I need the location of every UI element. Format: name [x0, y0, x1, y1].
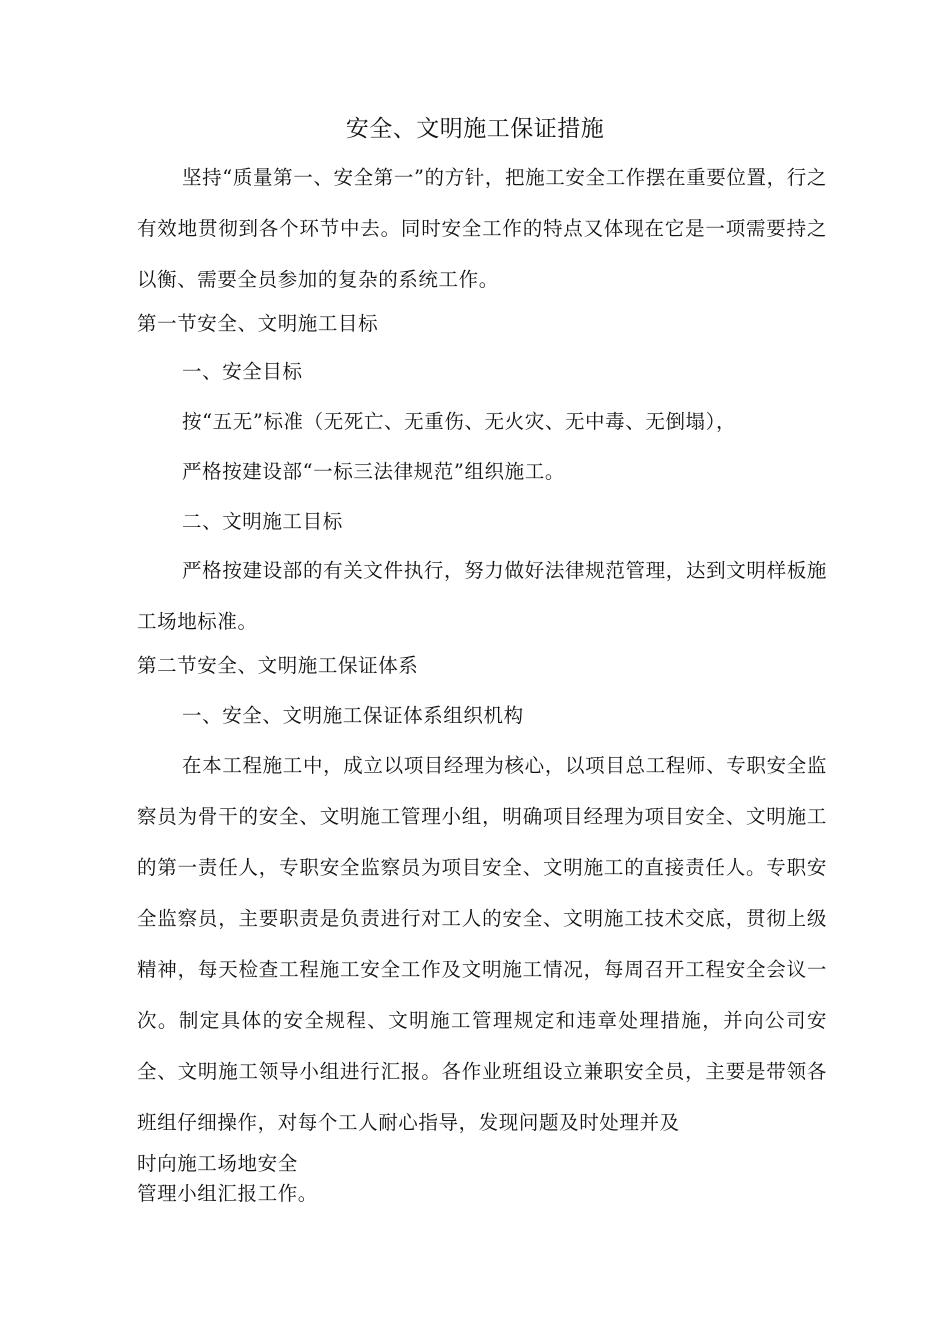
paragraph-continuation-line: 时向施工场地安全: [137, 1152, 298, 1175]
civilized-goal-paragraph: 严格按建设部的有关文件执行，努力做好法律规范管理，达到文明样板施工场地标准。: [137, 559, 827, 633]
document-title: 安全、文明施工保证措施: [345, 116, 605, 142]
intro-paragraph: 坚持“质量第一、安全第一”的方针，把施工安全工作摆在重要位置，行之有效地贯彻到各个环节中去。同时安全工作的特点又体现在它是一项需要持之以衡、需要全员参加的复杂的系统工作。: [137, 166, 827, 291]
safety-goal-construction-line: 严格按建设部“一标三法律规范”组织施工。: [182, 460, 565, 483]
safety-goal-subheading: 一、安全目标: [182, 360, 303, 383]
section-2-heading: 第二节安全、文明施工保证体系: [137, 654, 419, 677]
section-1-heading: 第一节安全、文明施工目标: [137, 312, 379, 335]
organization-subheading: 一、安全、文明施工保证体系组织机构: [182, 704, 524, 727]
civilized-goal-subheading: 二、文明施工目标: [182, 510, 343, 533]
paragraph-final-line: 管理小组汇报工作。: [137, 1182, 318, 1205]
organization-paragraph: 在本工程施工中，成立以项目经理为核心，以项目总工程师、专职安全监察员为骨干的安全、文明施工管理小组，明确项目经理为项目安全、文明施工的第一责任人，专职安全监察员为项目安全、文明施工的直接责任人。专职安全监察员，主要职责是负责进行对工人的安全、文明施工技术交底，贯彻上级精神，每天检查工程施工安全工作及文明施工情况，每周召开工程安全会议一次。制定具体的安全规程、文明施工管理规定和违章处理措施，并向公司安全、文明施工领导小组进行汇报。各作业班组设立兼职安全员，主要是带领各班组仔细操作，对每个工人耐心指导，发现问题及时处理并及: [137, 754, 827, 1134]
safety-goal-standard-line: 按“五无”标准（无死亡、无重伤、无火灾、无中毒、无倒塌），: [182, 410, 737, 433]
